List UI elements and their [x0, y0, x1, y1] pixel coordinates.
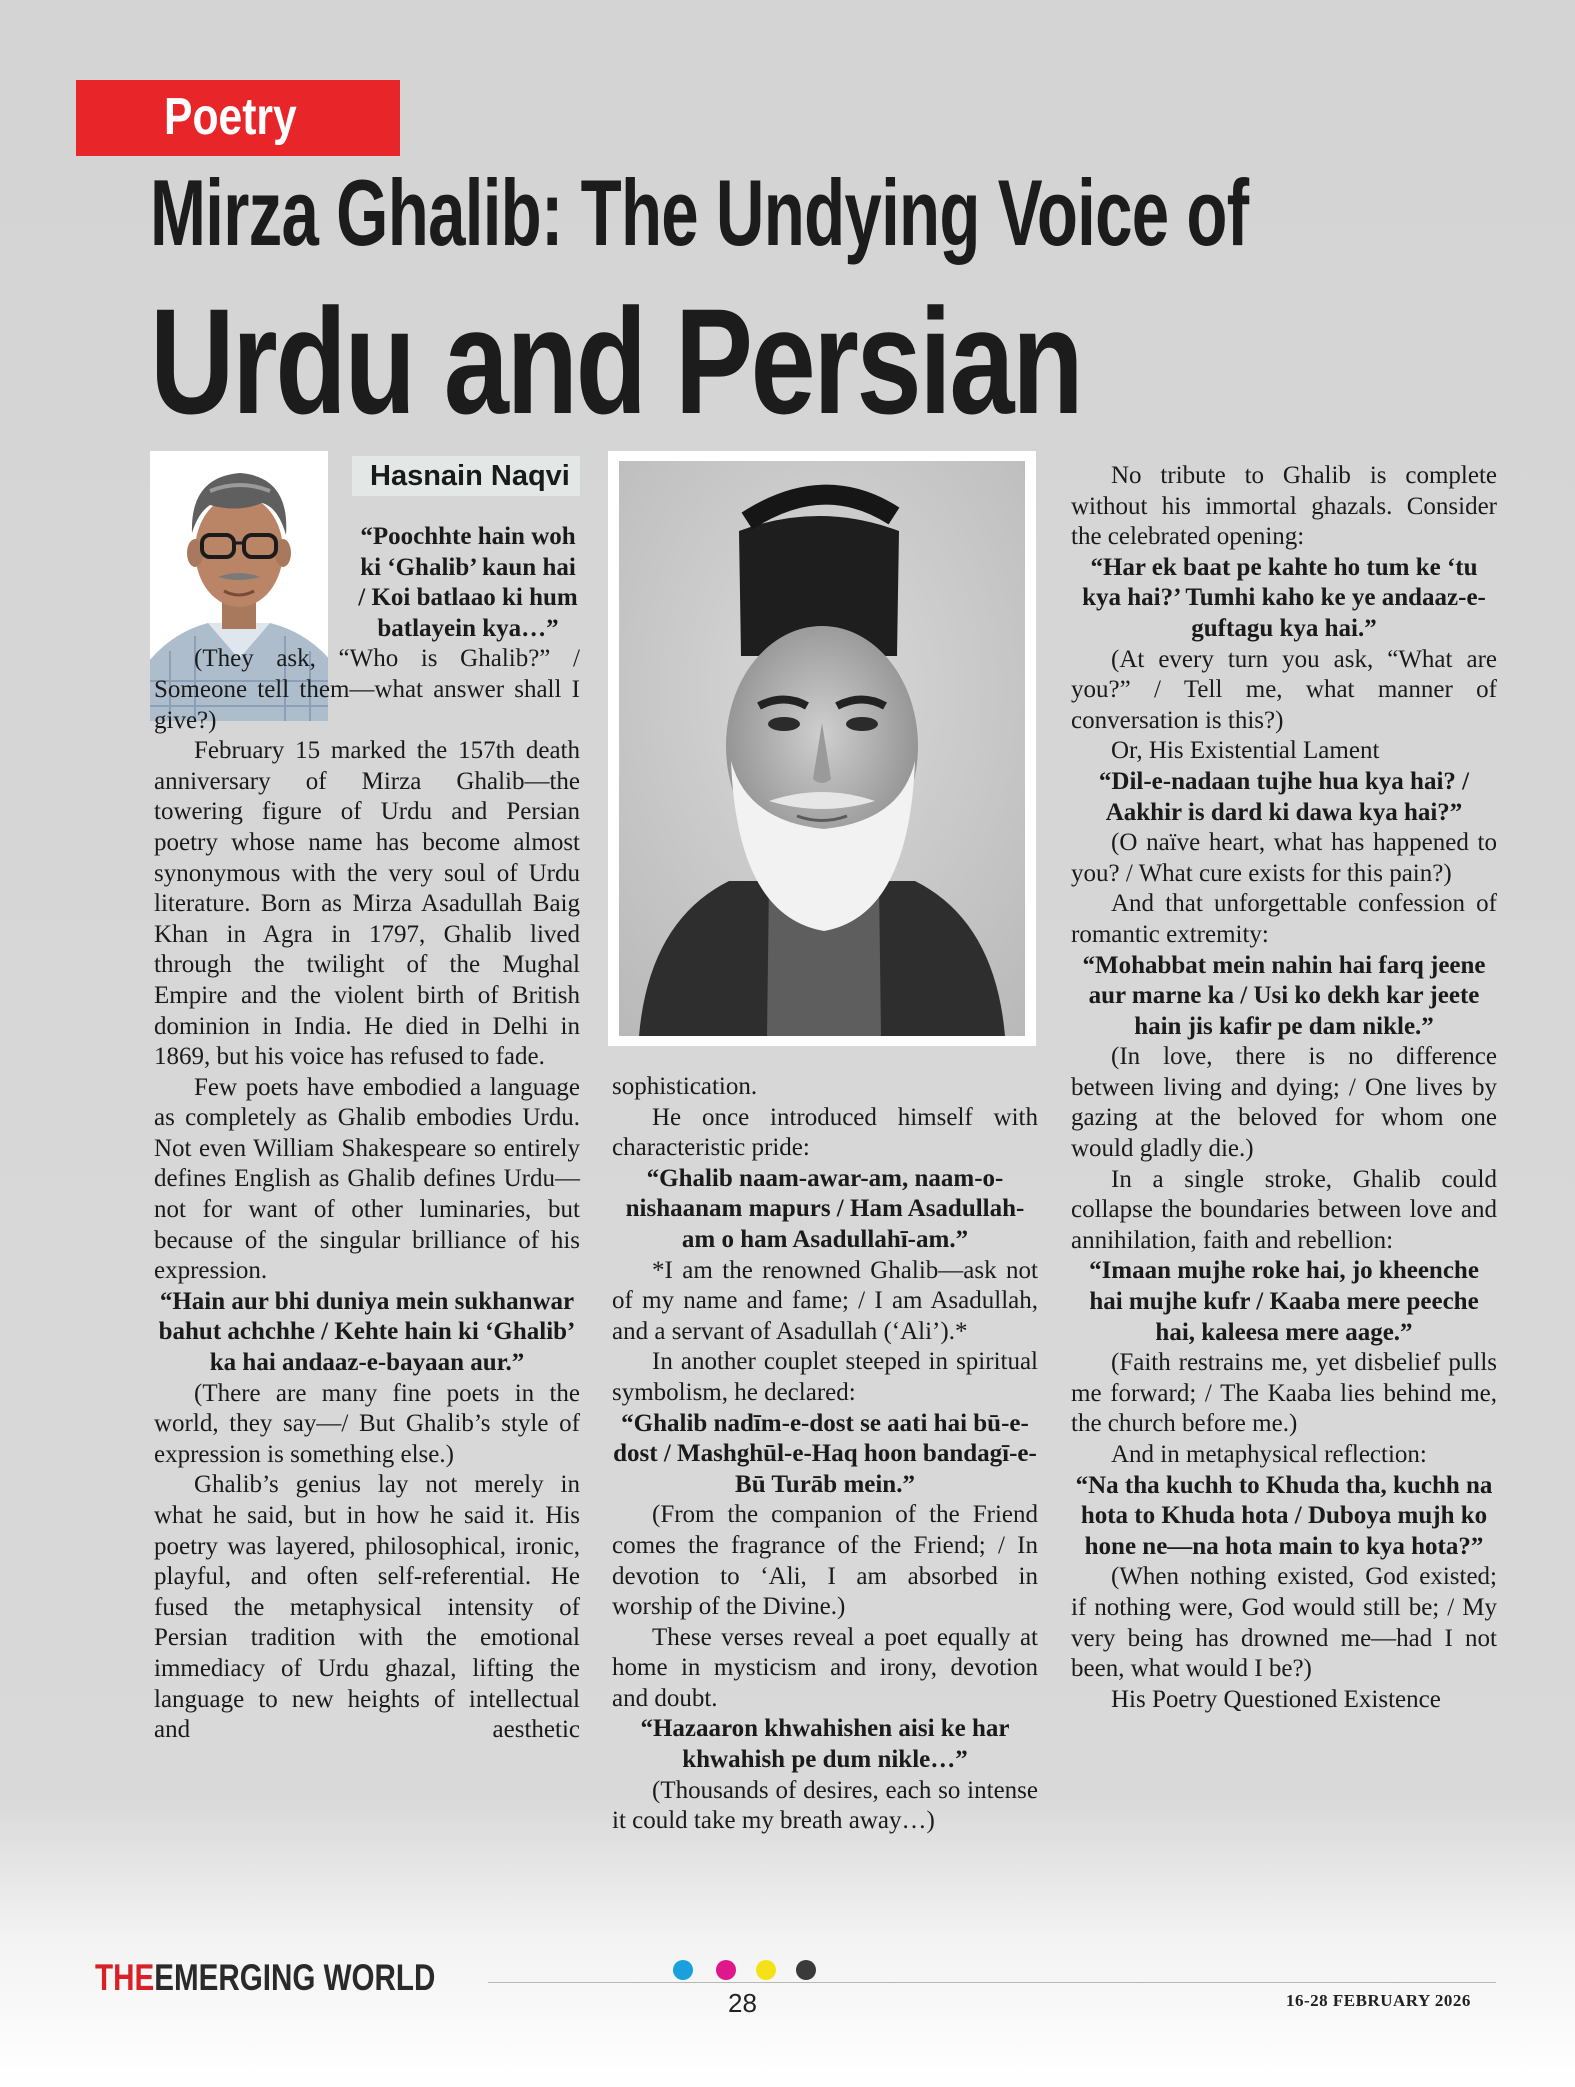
verse-quote: “Na tha kuchh to Khuda tha, kuchh na hota to Khuda hota / Duboya mujh ko hone ne—na hota main to kya hota?”	[1075, 1471, 1493, 1560]
paragraph: No tribute to Ghalib is complete without his immortal ghazals. Consider the celebrated opening:	[1071, 462, 1497, 551]
paragraph: *I am the renowned Ghalib—ask not of my name and fame; / I am Asadullah, and a servant of Asadullah (‘Ali’).*	[612, 1256, 1038, 1345]
registration-dot-cyan	[673, 1960, 693, 1980]
section-tag	[76, 80, 400, 156]
paragraph: His Poetry Questioned Existence	[1111, 1685, 1441, 1713]
paragraph: (They ask, “Who is Ghalib?” / Someone tell them—what answer shall I give?)	[154, 645, 580, 734]
paragraph: (In love, there is no difference between living and dying; / One lives by gazing at the beloved for whom one would gladly die.)	[1071, 1043, 1497, 1163]
paragraph: (Thousands of desires, each so intense it could take my breath away…)	[612, 1776, 1038, 1835]
paragraph: (At every turn you ask, “What are you?” / Tell me, what manner of conversation is this?)	[1071, 645, 1497, 734]
section-label: Poetry	[164, 88, 297, 146]
headline-line-1: Mirza Ghalib: The Undying Voice of	[150, 160, 1249, 265]
paragraph: February 15 marked the 157th death anniversary of Mirza Ghalib—the towering figure of Urdu and Persian poetry whose name has become almost synonymous with the very soul of Urdu literature. Born as Mirza Asadullah Baig Khan in Agra in 1797, Ghalib lived through the twilight of the Mughal Empire and the violent birth of British dominion in India. He died in Delhi in 1869, but his voice has refused to fade.	[154, 737, 580, 1071]
verse-quote: “Imaan mujhe roke hai, jo kheenche hai mujhe kufr / Kaaba mere peeche hai, kaleesa mere aage.”	[1089, 1257, 1479, 1346]
paragraph: And that unforgettable confession of romantic extremity:	[1071, 890, 1497, 948]
verse-quote: “Hain aur bhi duniya mein sukhanwar bahut achchhe / Kehte hain ki ‘Ghalib’ ka hai andaaz-e-bayaan aur.”	[158, 1287, 576, 1377]
paragraph: Or, His Existential Lament	[1111, 737, 1380, 765]
column-2	[612, 1072, 1038, 1837]
paragraph: These verses reveal a poet equally at home in mysticism and irony, devotion and doubt.	[612, 1623, 1038, 1712]
verse-quote: “Ghalib naam-awar-am, naam-o-nishaanam mapurs / Ham Asadullah-am o ham Asadullahī-am.”	[625, 1164, 1025, 1253]
registration-dot-magenta	[716, 1960, 736, 1980]
column-3	[1071, 461, 1497, 1715]
paragraph: sophistication.	[612, 1073, 758, 1100]
verse-quote: “Dil-e-nadaan tujhe hua kya hai? / Aakhir is dard ki dawa kya hai?”	[1098, 767, 1470, 826]
headline-line-2: Urdu and Persian	[150, 277, 1082, 445]
paragraph: (There are many fine poets in the world, they say—/ But Ghalib’s style of expression is something else.)	[154, 1379, 580, 1468]
paragraph: And in metaphysical reflection:	[1111, 1441, 1427, 1468]
intro-verse: “Poochhte hain woh ki ‘Ghalib’ kaun hai / Koi batlaao ki hum batlayein kya…”	[358, 523, 578, 642]
column-1	[154, 522, 580, 1746]
registration-dot-yellow	[756, 1960, 776, 1980]
verse-quote: “Mohabbat mein nahin hai farq jeene aur marne ka / Usi ko dekh kar jeete hain jis kafir pe dam nikle.”	[1082, 951, 1486, 1040]
paragraph: In another couplet steeped in spiritual symbolism, he declared:	[612, 1348, 1038, 1406]
footer-rule	[488, 1982, 1496, 1983]
logo-name: EMERGING WORLD	[154, 1957, 436, 1998]
magazine-logo	[95, 1958, 435, 1998]
paragraph: Few poets have embodied a language as completely as Ghalib embodies Urdu. Not even William Shakespeare so entirely defines English as Ghalib defines Urdu—not for want of other luminaries, but because of the singular brilliance of his expression.	[154, 1073, 580, 1285]
paragraph: (From the companion of the Friend comes the fragrance of the Friend; / In devotion to ‘Ali, I am absorbed in worship of the Divine.)	[612, 1501, 1038, 1621]
logo-the: THE	[95, 1957, 155, 1998]
paragraph: (Faith restrains me, yet disbelief pulls me forward; / The Kaaba lies behind me, the church before me.)	[1071, 1349, 1497, 1438]
verse-quote: “Har ek baat pe kahte ho tum ke ‘tu kya hai?’ Tumhi kaho ke ye andaaz-e-guftagu kya hai.”	[1082, 553, 1486, 642]
verse-quote: “Hazaaron khwahishen aisi ke har khwahish pe dum nikle…”	[640, 1715, 1010, 1774]
paragraph: Ghalib’s genius lay not merely in what he said, but in how he said it. His poetry was layered, philosophical, ironic, playful, and often self-referential. He fused the metaphysical intensity of Persian tradition with the emotional immediacy of Urdu ghazal, lifting the language to new heights of intellectual and aesthetic	[154, 1471, 580, 1744]
page-number: 28	[728, 1988, 757, 2018]
paragraph: He once introduced himself with characteristic pride:	[612, 1103, 1038, 1162]
issue-date: 16-28 FEBRUARY 2026	[1286, 1991, 1471, 2010]
paragraph: In a single stroke, Ghalib could collapse the boundaries between love and annihilation, faith and rebellion:	[1071, 1165, 1497, 1254]
verse-quote: “Ghalib nadīm-e-dost se aati hai bū-e-dost / Mashghūl-e-Haq hoon bandagī-e-Bū Turāb mein.”	[613, 1409, 1037, 1498]
paragraph: (O naïve heart, what has happened to you? / What cure exists for this pain?)	[1071, 829, 1497, 887]
author-name: Hasnain Naqvi	[370, 460, 570, 492]
ghalib-portrait	[608, 451, 1036, 1046]
registration-dot-black	[796, 1960, 816, 1980]
author-byline	[352, 456, 580, 496]
paragraph: (When nothing existed, God existed; if nothing were, God would still be; / My very being has drowned me—had I not been, what would I be?)	[1071, 1563, 1497, 1683]
